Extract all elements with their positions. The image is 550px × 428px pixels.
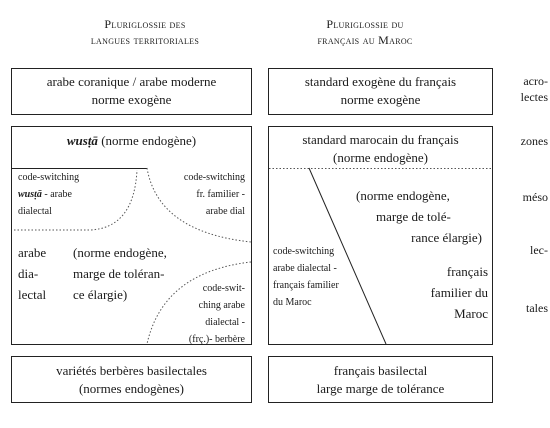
left-norme-line3: ce élargie): [73, 287, 128, 302]
right-header-line1: Pluriglossie du: [326, 17, 404, 31]
acrolectes-line1: acro-: [523, 74, 548, 88]
cs-berbere-line2: ching arabe: [198, 300, 245, 311]
right-norme-line3: rance élargie): [411, 230, 482, 245]
side-label-lec: lec-: [530, 243, 548, 257]
right-cs-line2: arabe dialectal -: [273, 263, 337, 274]
cs-fr-line1: code-switching: [183, 172, 245, 183]
right-diagonal: [309, 168, 386, 344]
left-dotted-top-left: [14, 170, 137, 230]
right-top-line1: standard exogène du français: [304, 74, 457, 89]
wusta-word: wusṭā: [66, 133, 98, 148]
side-label-tales: tales: [526, 301, 548, 315]
right-header-line2: français au Maroc: [317, 33, 413, 47]
left-header-line1: Pluriglossie des: [104, 17, 186, 31]
right-title-line2: (norme endogène): [333, 150, 428, 165]
cs-wusta-line1: code-switching: [18, 172, 80, 183]
cs-fr-line2: fr. familier -: [196, 189, 245, 200]
left-norme-line2: marge de toléran-: [73, 266, 165, 281]
arabe-line1: arabe: [18, 245, 47, 260]
cs-wusta-line2-rest: - arabe: [41, 189, 72, 200]
left-top-line1: arabe coranique / arabe moderne: [46, 74, 217, 89]
right-top-line2: norme exogène: [340, 92, 421, 107]
left-header-line2: langues territoriales: [90, 33, 200, 47]
cs-berbere-line1: code-swit-: [202, 283, 245, 294]
francais-line3: Maroc: [454, 306, 488, 321]
left-dotted-top-right: [147, 168, 251, 242]
side-label-zones: zones: [520, 134, 548, 148]
right-norme-line1: (norme endogène,: [356, 188, 450, 203]
side-label-meso: méso: [522, 190, 548, 204]
left-top-line2: norme exogène: [91, 92, 172, 107]
francais-line2: familier du: [430, 285, 488, 300]
francais-line1: français: [446, 264, 488, 279]
cs-wusta-word: wusṭā: [18, 189, 42, 200]
right-bottom-line1: français basilectal: [333, 363, 428, 378]
cs-berbere-line4: (frç.)- berbère: [188, 334, 245, 345]
left-bottom-line1: variétés berbères basilectales: [56, 363, 207, 378]
cs-berbere-line3: dialectal -: [205, 317, 245, 328]
right-norme-line2: marge de tolé-: [376, 209, 451, 224]
wusta-title-rest: (norme endogène): [97, 133, 197, 148]
left-bottom-line2: (normes endogènes): [78, 381, 185, 396]
right-bottom-line2: large marge de tolérance: [316, 381, 445, 396]
left-norme-line1: (norme endogène,: [73, 245, 167, 260]
right-title-line1: standard marocain du français: [302, 132, 459, 147]
right-cs-line4: du Maroc: [273, 297, 312, 308]
cs-fr-line3: arabe dial: [205, 206, 245, 217]
right-cs-line3: français familier: [273, 280, 339, 291]
arabe-line2: dia-: [18, 266, 39, 281]
cs-wusta-line3: dialectal: [18, 206, 52, 217]
left-dotted-bottom-right: [147, 262, 251, 344]
right-cs-line1: code-switching: [273, 246, 335, 257]
arabe-line3: lectal: [18, 287, 47, 302]
acrolectes-line2: lectes: [520, 90, 548, 104]
